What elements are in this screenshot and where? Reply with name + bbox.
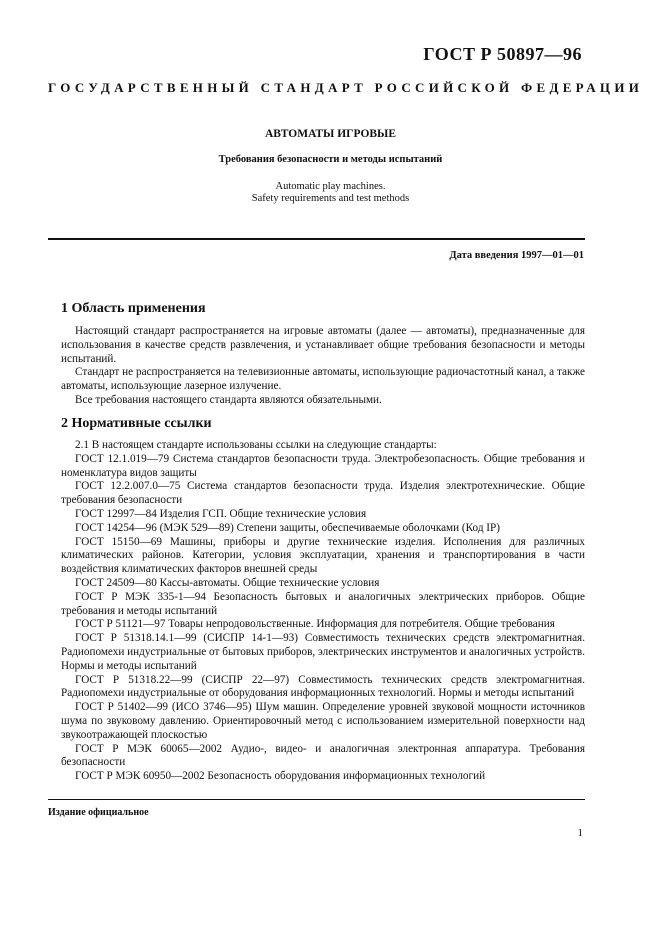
reference-item: ГОСТ 15150—69 Машины, приборы и другие технические изделия. Исполнения для различных климатических районов. Категории, условия эксплуатации, хранения и транспортирования в части воздействия климатических факторов внешней среды bbox=[61, 535, 585, 576]
reference-item: ГОСТ 12.1.019—79 Система стандартов безопасности труда. Электробезопасность. Общие требования и номенклатура видов защиты bbox=[61, 452, 585, 479]
english-title-line-2: Safety requirements and test methods bbox=[251, 193, 410, 204]
footer-divider bbox=[48, 799, 585, 800]
document-subtitle: Требования безопасности и методы испытаний bbox=[218, 154, 443, 165]
page-number: 1 bbox=[577, 827, 583, 839]
header-divider bbox=[48, 238, 585, 240]
reference-item: ГОСТ 12997—84 Изделия ГСП. Общие технические условия bbox=[75, 507, 367, 520]
reference-item: ГОСТ Р МЭК 60065—2002 Аудио-, видео- и аналогичная электронная аппаратура. Требования безопасности bbox=[61, 742, 585, 769]
reference-item: ГОСТ Р 51318.14.1—99 (СИСПР 14-1—93) Совместимость технических средств электромагнитная. Радиопомехи индустриальные от бытовых приборов, электрических инструментов и аналогичных устройств. Нормы и методы испытаний bbox=[61, 632, 585, 672]
document-title: АВТОМАТЫ ИГРОВЫЕ bbox=[264, 128, 397, 140]
gost-code: ГОСТ Р 50897—96 bbox=[423, 44, 582, 64]
paragraph: Настоящий стандарт распространяется на игровые автоматы (далее — автоматы), предназначенные для использования в качестве средств развлечения, и устанавливает общие требования безопасности и методы испытаний. bbox=[61, 325, 585, 365]
introduction-date: Дата введения 1997—01—01 bbox=[449, 250, 584, 261]
section-body-normative-references bbox=[61, 439, 585, 784]
reference-item: ГОСТ 12.2.007.0—75 Система стандартов безопасности труда. Изделия электротехнические. Общие требования безопасности bbox=[61, 480, 585, 507]
reference-item: ГОСТ Р 51318.22—99 (СИСПР 22—97) Совместимость технических средств электромагнитная. Радиопомехи индустриальные от оборудования информационных технологий. Нормы и методы испытаний bbox=[61, 673, 585, 700]
section-heading-normative-references: 2 Нормативные ссылки bbox=[61, 416, 212, 431]
reference-item: ГОСТ 24509—80 Кассы-автоматы. Общие технические условия bbox=[75, 576, 380, 589]
reference-item: ГОСТ Р 51402—99 (ИСО 3746—95) Шум машин. Определение уровней звуковой мощности источников шума по звуковому давлению. Ориентировочный метод с использованием измерительной поверхности над звукоотражающей плоскостью bbox=[61, 701, 585, 741]
english-title-line-1: Automatic play machines. bbox=[275, 181, 386, 192]
paragraph: Стандарт не распространяется на телевизионные автоматы, использующие радиочастотный канал, а также автоматы, использующие лазерное излучение. bbox=[61, 366, 585, 393]
paragraph: Все требования настоящего стандарта являются обязательными. bbox=[75, 393, 382, 406]
reference-item: ГОСТ Р МЭК 335-1—94 Безопасность бытовых и аналогичных электрических приборов. Общие требования и методы испытаний bbox=[61, 590, 585, 617]
reference-item: ГОСТ Р МЭК 60950—2002 Безопасность оборудования информационных технологий bbox=[75, 770, 486, 783]
reference-item: ГОСТ 14254—96 (МЭК 529—89) Степени защиты, обеспечиваемые оболочками (Код IP) bbox=[75, 521, 500, 534]
section-heading-scope: 1 Область применения bbox=[61, 301, 206, 316]
paragraph: 2.1 В настоящем стандарте использованы ссылки на следующие стандарты: bbox=[75, 439, 437, 451]
edition-label: Издание официальное bbox=[48, 807, 149, 818]
state-standard-banner: ГОСУДАРСТВЕННЫЙ СТАНДАРТ РОССИЙСКОЙ ФЕДЕРАЦИИ bbox=[48, 80, 644, 95]
section-body-scope bbox=[61, 325, 585, 408]
reference-item: ГОСТ Р 51121—97 Товары непродовольственные. Информация для потребителя. Общие требования bbox=[75, 618, 555, 631]
